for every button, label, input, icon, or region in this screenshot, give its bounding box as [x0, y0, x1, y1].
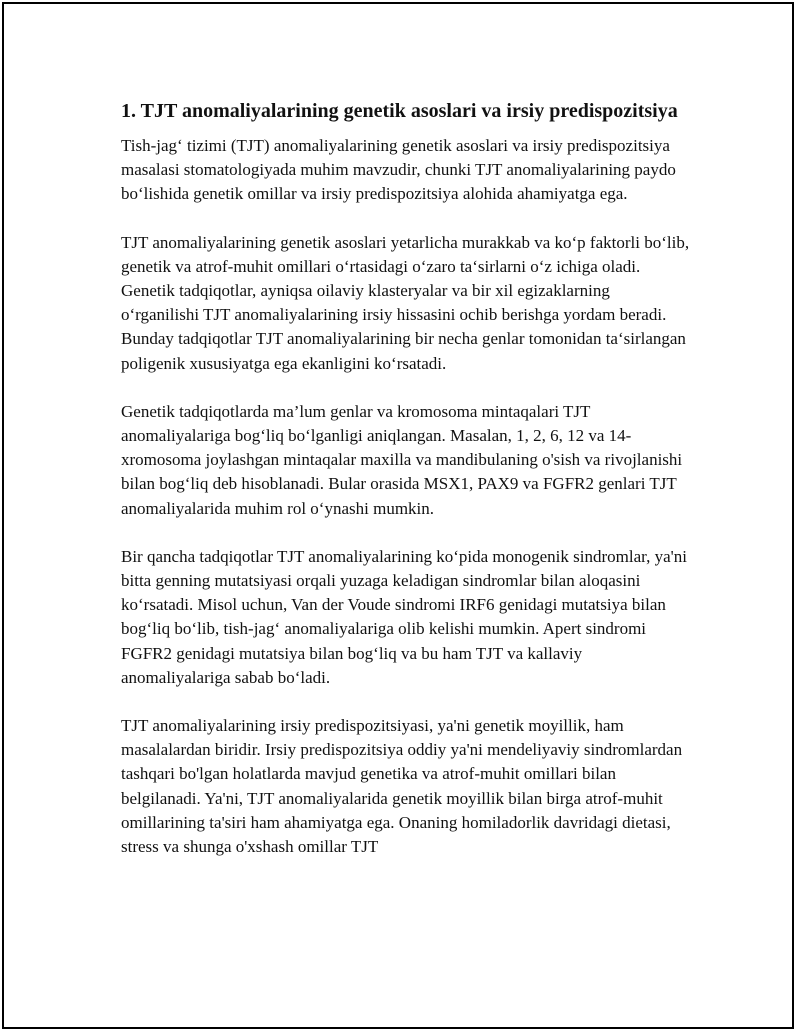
paragraph-genetic-basis: TJT anomaliyalarining genetik asoslari yetarlicha murakkab va ko‘p faktorli bo‘lib, genetik va atrof-muhit omillari o‘rtasidagi o‘zaro ta‘sirlarni o‘z ichiga oladi. Genetik tadqiqotlar, ayniqsa oilaviy klasteryalar va bir xil egizaklarning o‘rganilishi TJT anomaliyalarining irsiy hissasini ochib berishga yordam beradi. Bunday tadqiqotlar TJT anomaliyalarining bir necha genlar tomonidan ta‘sirlangan poligenik xususiyatga ega ekanligini ko‘rsatadi. [121, 232, 690, 373]
page-frame [2, 2, 794, 1029]
paragraph-predisposition: TJT anomaliyalarining irsiy predispozitsiyasi, ya'ni genetik moyillik, ham masalalardan biridir. Irsiy predispozitsiya oddiy ya'ni mendeliyaviy sindromlardan tashqari bo'lgan holatlarda mavjud genetika va atrof-muhit omillari bilan belgilanadi. Ya'ni, TJT anomaliyalarida genetik moyillik bilan birga atrof-muhit omillarining ta'siri ham ahamiyatga ega. Onaning homiladorlik davridagi dietasi, stress va shunga o'xshash omillar TJT [121, 716, 683, 857]
paragraph-intro: Tish-jag‘ tizimi (TJT) anomaliyalarining genetik asoslari va irsiy predispozitsiya masalasi stomatologiyada muhim mavzudir, chunki TJT anomaliyalarining paydo bo‘lishida genetik omillar va irsiy predispozitsiya alohida ahamiyatga ega. [121, 136, 676, 204]
section-heading: 1. TJT anomaliyalarining genetik asoslari va irsiy predispozitsiya [121, 100, 678, 122]
paragraph-genes-chromosomes: Genetik tadqiqotlarda ma’lum genlar va kromosoma mintaqalari TJT anomaliyalariga bog‘liq bo‘lganligi aniqlangan. Masalan, 1, 2, 6, 12 va 14-xromosoma joylashgan mintaqalar maxilla va mandibulaning o'sish va rivojlanishi bilan bog‘liq deb hisoblanadi. Bular orasida MSX1, PAX9 va FGFR2 genlari TJT anomaliyalarida muhim rol o‘ynashi mumkin. [121, 401, 683, 518]
paragraph-monogenic-syndromes: Bir qancha tadqiqotlar TJT anomaliyalarining ko‘pida monogenik sindromlar, ya'ni bitta genning mutatsiyasi orqali yuzaga keladigan sindromlar bilan aloqasini ko‘rsatadi. Misol uchun, Van der Voude sindromi IRF6 genidagi mutatsiya bilan bog‘liq bo‘lib, tish-jag‘ anomaliyalariga olib kelishi mumkin. Apert sindromi FGFR2 genidagi mutatsiya bilan bog‘liq va bu ham TJT va kallaviy anomaliyalariga sabab bo‘ladi. [121, 546, 687, 687]
document-body [121, 97, 691, 883]
